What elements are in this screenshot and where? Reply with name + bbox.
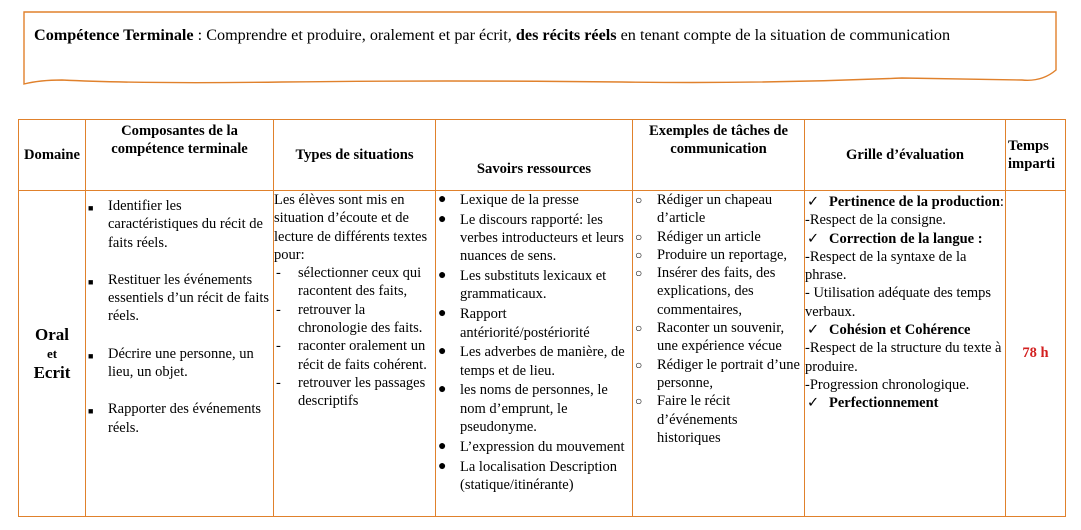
- dot-bullet-icon: ●: [438, 438, 447, 454]
- criterion-correction: [805, 230, 1005, 248]
- banner-text: [34, 24, 1044, 46]
- criterion-detail: -Progression chronologique.: [805, 376, 970, 393]
- list-item: [274, 337, 435, 374]
- header-composantes: Composantes de la compétence terminale: [86, 120, 274, 191]
- criterion-pertinence: [805, 193, 1005, 211]
- dot-bullet-icon: ●: [438, 458, 447, 474]
- criterion-detail: -Respect de la structure du texte à produire.: [805, 340, 1002, 375]
- criterion-colon: :: [999, 194, 1004, 210]
- savoir-text: Lexique de la presse: [460, 192, 579, 208]
- exemple-text: Rédiger le portrait d’une personne,: [657, 356, 800, 391]
- savoirs-list: [436, 191, 632, 494]
- list-item: [86, 197, 273, 252]
- criterion-title: Correction de la langue :: [829, 230, 983, 247]
- check-icon: ✓: [807, 322, 820, 339]
- domain-oral: Oral: [35, 324, 69, 344]
- list-item: [436, 438, 632, 456]
- savoir-text: Rapport antériorité/postériorité: [460, 306, 590, 341]
- composante-text: Rapporter des événements réels.: [108, 401, 262, 436]
- savoir-text: Les substituts lexicaux et grammaticaux.: [460, 268, 607, 303]
- banner-label: Compétence Terminale: [34, 26, 194, 44]
- domain-ecrit: Ecrit: [33, 362, 71, 382]
- ring-bullet-icon: ○: [635, 266, 643, 281]
- header-exemples: Exemples de tâches de communication: [633, 120, 805, 191]
- savoir-text: La localisation Description (statique/itinérante): [460, 458, 618, 493]
- ring-bullet-icon: ○: [635, 247, 643, 262]
- dot-bullet-icon: ●: [438, 192, 447, 207]
- list-item: [633, 392, 804, 447]
- savoir-text: Le discours rapporté: les verbes introducteurs et leurs nuances de sens.: [460, 211, 624, 265]
- check-icon: ✓: [807, 395, 820, 412]
- header-row: [19, 120, 1066, 191]
- domain-cell: [19, 191, 86, 517]
- header-temps: Temps imparti: [1006, 120, 1066, 191]
- list-item: [633, 319, 804, 356]
- dot-bullet-icon: ●: [438, 306, 447, 322]
- type-text: retrouver les passages descriptifs: [298, 374, 426, 410]
- list-item: [86, 271, 273, 326]
- dot-bullet-icon: ●: [438, 268, 447, 284]
- list-item: [436, 211, 632, 266]
- exemple-text: Produire un reportage,: [657, 246, 788, 263]
- header-types: Types de situations: [274, 120, 436, 191]
- criterion-detail: -Respect de la syntaxe de la phrase.: [805, 248, 967, 284]
- exemple-text: Raconter un souvenir, une expérience vécue: [657, 320, 785, 355]
- square-bullet-icon: ■: [88, 350, 94, 361]
- header-domaine: Domaine: [19, 120, 86, 191]
- dash-bullet-icon: -: [276, 301, 281, 318]
- types-list: [274, 264, 435, 410]
- content-row: [19, 191, 1066, 517]
- list-item: [436, 458, 632, 495]
- check-icon: ✓: [807, 194, 820, 210]
- header-grille: Grille d’évaluation: [805, 120, 1006, 191]
- list-item: [633, 191, 804, 228]
- composante-text: Identifier les caractéristiques du récit de faits réels.: [108, 198, 263, 251]
- square-bullet-icon: ■: [88, 276, 94, 287]
- list-item: [436, 305, 632, 342]
- list-item: [436, 343, 632, 380]
- domain-et: et: [46, 345, 58, 361]
- composante-text: Décrire une personne, un lieu, un objet.: [108, 345, 254, 381]
- exemple-text: Faire le récit d’événements historiques: [657, 393, 738, 446]
- dash-bullet-icon: -: [276, 374, 281, 391]
- type-text: raconter oralement un récit de faits cohérent.: [298, 338, 427, 373]
- grille-cell: [805, 191, 1006, 517]
- list-item: [436, 191, 632, 209]
- list-item: [633, 356, 804, 393]
- criterion-perfectionnement: [805, 394, 1005, 412]
- dot-bullet-icon: ●: [438, 344, 447, 360]
- list-item: [86, 345, 273, 382]
- list-item: [436, 381, 632, 436]
- ring-bullet-icon: ○: [635, 229, 643, 244]
- exemple-text: Insérer des faits, des explications, des commentaires,: [657, 265, 776, 318]
- exemples-list: [633, 191, 804, 447]
- exemples-cell: [633, 191, 805, 517]
- ring-bullet-icon: ○: [635, 321, 643, 336]
- dot-bullet-icon: ●: [438, 382, 447, 398]
- criterion-title: Cohésion et Cohérence: [829, 322, 971, 339]
- exemple-text: Rédiger un article: [657, 228, 761, 245]
- composante-text: Restituer les événements essentiels d’un récit de faits réels.: [108, 271, 270, 325]
- criterion-title: Pertinence de la production: [829, 194, 1000, 210]
- banner-text-part1: : Comprendre et produire, oralement et par écrit,: [193, 26, 516, 44]
- savoir-text: les noms de personnes, le nom d’emprunt, le pseudonyme.: [460, 382, 608, 436]
- savoir-text: Les adverbes de manière, de temps et de lieu.: [460, 344, 625, 379]
- ring-bullet-icon: ○: [635, 193, 643, 207]
- header-savoirs: Savoirs ressources: [436, 120, 633, 191]
- list-item: [86, 400, 273, 437]
- check-icon: ✓: [807, 230, 820, 247]
- dash-bullet-icon: -: [276, 338, 281, 355]
- ring-bullet-icon: ○: [635, 357, 643, 372]
- banner-emphasis: des récits réels: [515, 26, 617, 44]
- exemple-text: Rédiger un chapeau d’article: [657, 192, 773, 227]
- time-value: 78 h: [1006, 191, 1066, 517]
- square-bullet-icon: ■: [88, 203, 94, 213]
- banner-text-part2: en tenant compte de la situation de communication: [616, 26, 951, 44]
- competence-table: [18, 119, 1066, 517]
- list-item: [633, 264, 804, 319]
- criterion-cohesion: [805, 321, 1005, 339]
- dash-bullet-icon: -: [276, 265, 281, 282]
- composantes-cell: [86, 191, 274, 517]
- list-item: [274, 264, 435, 301]
- ring-bullet-icon: ○: [635, 394, 643, 409]
- list-item: [274, 374, 435, 411]
- square-bullet-icon: ■: [88, 406, 94, 417]
- criterion-detail: -Respect de la consigne.: [805, 212, 946, 229]
- list-item: [274, 301, 435, 338]
- list-item: [633, 228, 804, 246]
- list-item: [633, 246, 804, 264]
- type-text: sélectionner ceux qui racontent des faits,: [298, 265, 422, 300]
- type-text: retrouver la chronologie des faits.: [298, 301, 423, 337]
- criterion-detail: - Utilisation adéquate des temps verbaux.: [805, 285, 992, 320]
- criterion-title: Perfectionnement: [829, 395, 939, 412]
- dot-bullet-icon: ●: [438, 211, 447, 227]
- composantes-list: [86, 197, 273, 437]
- types-intro: Les élèves sont mis en situation d’écoute et de lecture de différents textes pour:: [274, 192, 428, 263]
- competence-banner: [22, 10, 1058, 90]
- banner-frame: [22, 10, 1058, 90]
- types-cell: [274, 191, 436, 517]
- savoirs-cell: [436, 191, 633, 517]
- savoir-text: L’expression du mouvement: [460, 438, 625, 455]
- list-item: [436, 267, 632, 304]
